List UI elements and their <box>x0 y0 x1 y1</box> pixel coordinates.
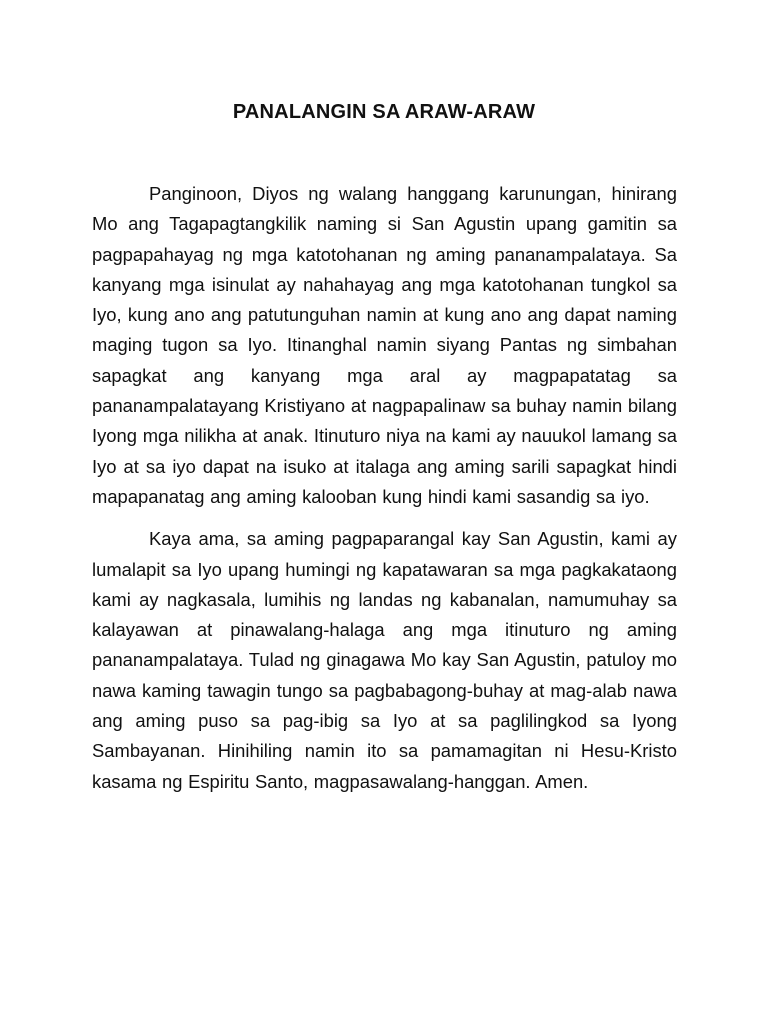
document-title: PANALANGIN SA ARAW-ARAW <box>232 101 536 123</box>
paragraph-1: Panginoon, Diyos ng walang hanggang karunungan, hinirang Mo ang Tagapagtangkilik naming si San Agustin upang gamitin sa pagpapahayag ng mga katotohanan ng aming pananampalataya. Sa kanyang mga isinulat ay nahahayag ang mga katotohanan tungkol sa Iyo, kung ano ang patutunguhan namin at kung ano ang dapat naming maging tugon sa Iyo. Itinanghal namin siyang Pantas ng simbahan sapagkat ang kanyang mga aral ay magpapatatag sa pananampalatayang Kristiyano at nagpapalinaw sa buhay namin bilang Iyong mga nilikha at anak. Itinuturo niya na kami ay nauukol lamang sa Iyo at sa iyo dapat na isuko at italaga ang aming sarili sapagkat hindi mapapanatag ang aming kalooban kung hindi kami sasandig sa iyo. <box>92 183 677 507</box>
paragraph-2: Kaya ama, sa aming pagpaparangal kay San Agustin, kami ay lumalapit sa Iyo upang humingi ng kapatawaran sa mga pagkakataong kami ay nagkasala, lumihis ng landas ng kabanalan, namumuhay sa kalayawan at pinawalang-halaga ang mga itinuturo ng aming pananampalataya. Tulad ng ginagawa Mo kay San Agustin, patuloy mo nawa kaming tawagin tungo sa pagbabagong-buhay at mag-alab nawa ang aming puso sa pag-ibig sa Iyo at sa paglilingkod sa Iyong Sambayanan. Hinihiling namin ito sa pamamagitan ni Hesu-Kristo kasama ng Espiritu Santo, magpasawalang-hanggan. Amen. <box>92 528 677 792</box>
prayer-body <box>92 179 677 797</box>
